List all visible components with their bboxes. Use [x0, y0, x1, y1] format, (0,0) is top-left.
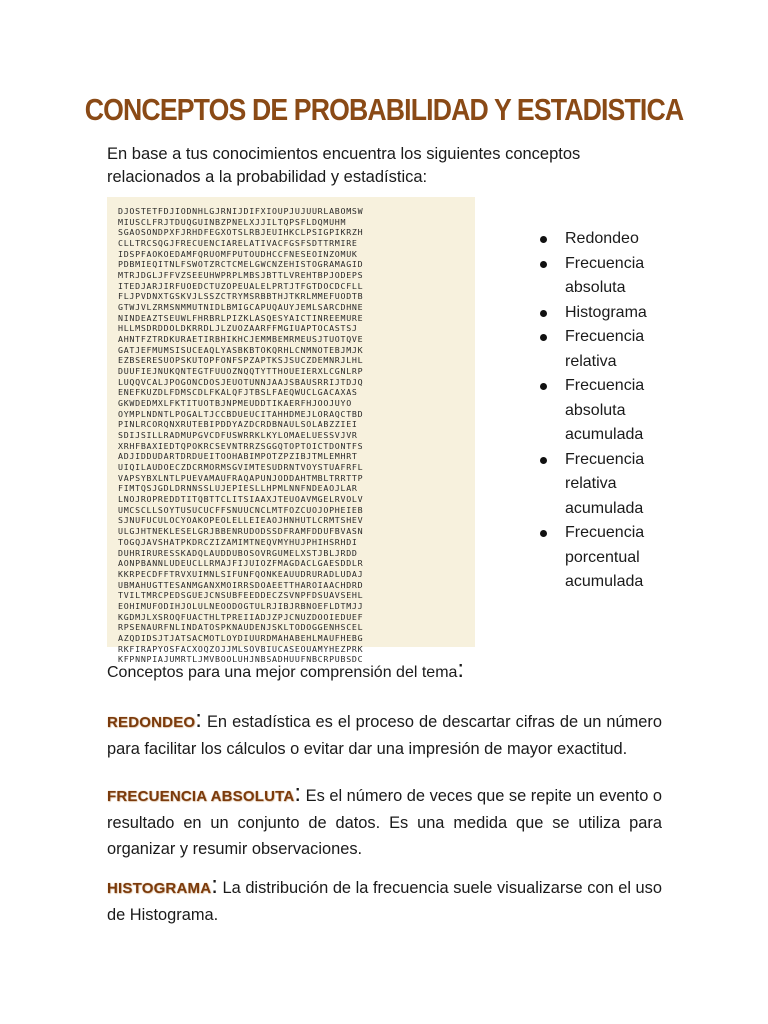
- puzzle-row: OYMPLNDNTLPOGALTJCCBDUEUCITAHHDMEJLORAQCTBD: [118, 408, 364, 419]
- definition-histograma: [107, 872, 662, 928]
- puzzle-row: GKWDEDMXLFKTITUOTBJNPMEUDDTIKAERFHJOOJUYO: [118, 398, 352, 409]
- concept-item: [540, 252, 680, 301]
- concept-label: Frecuencia relativa: [565, 328, 645, 370]
- puzzle-row: ULGJHTNEKLESELGRJBBENRUDODSSDFRAMFDDUFBVASN: [118, 526, 364, 537]
- puzzle-row: MIUSCLFRJTDUQGUINBZPNELXJJILTQPSFLDQMUHM: [118, 216, 347, 227]
- page-title: CONCEPTOS DE PROBABILIDAD Y ESTADISTICA: [84, 92, 684, 127]
- puzzle-row: AHNTFZTRDKURAETIRBHIKHCJEMMBEMRMEUSJTUOTQVE: [118, 334, 364, 345]
- concept-label: Frecuencia absoluta acumulada: [565, 377, 645, 443]
- puzzle-row: HLLMSDRDDOLDKRRDLJLZUOZAARFFMGIUAPTOCASTSJ: [118, 323, 358, 334]
- puzzle-row: VAPSYBXLNTLPUEVAMAUFRAQAPUNJODDAHTMBLTRRTTP: [118, 472, 364, 483]
- puzzle-row: UBMAHUGTTESANMGANXMOIRRSDOAEETTHAROIAACHDRD: [118, 579, 364, 590]
- puzzle-row: AONPBANNLUDEUCLLRMAJFIJUIOZFMAGDACLGAESDDLR: [118, 558, 364, 569]
- puzzle-row: FIMTQSJGDLDRNNSSLUJEPIESLLHPMLNNFNDEAOJLAR: [118, 483, 358, 494]
- bullet-icon: [540, 236, 547, 243]
- puzzle-row: MTRJDGLJFFVZSEEUHWPRPLMBSJBTTLVREHTBPJODEPS: [118, 270, 364, 281]
- subheading-colon: :: [457, 656, 465, 683]
- definition-text: Es el número de veces que se repite un evento o resultado en un conjunto de datos. Es una medida que se utiliza para organizar y resumir observaciones.: [107, 787, 662, 858]
- puzzle-row: FLJPVDNXTGSKVJLSSZCTRYMSRBBTHJTKRLMMEFUODTB: [118, 291, 364, 302]
- definition-term: HISTOGRAMA: [107, 880, 212, 897]
- puzzle-row: ITEDJARJIRFUOEDCTUZOPEUALELPRTJTFGTDOCDCFLL: [118, 280, 364, 291]
- puzzle-row: LUQQVCALJPOGONCDOSJEUOTUNNJAAJSBAUSRRIJTDJQ: [118, 376, 364, 387]
- bullet-icon: [540, 383, 547, 390]
- concept-item: [540, 448, 680, 522]
- bullet-icon: [540, 457, 547, 464]
- definition-text: La distribución de la frecuencia suele visualizarse con el uso de Histograma.: [107, 879, 662, 924]
- concept-item: [540, 521, 680, 595]
- concept-label: Redondeo: [565, 230, 639, 247]
- puzzle-row: PDBMIEQITNLFSWOTZRCTCMELGWCNZEHISTOGRAMAGID: [118, 259, 364, 270]
- puzzle-row: TVILTMRCPEDSGUEJCNSUBFEEDDECZSVNPFDSUAVSEHL: [118, 590, 364, 601]
- puzzle-row: UIQILAUDOECZDCRMORMSGVIMTESUDRNTVOYSTUAFRFL: [118, 462, 364, 473]
- definition-redondeo: [107, 706, 662, 762]
- puzzle-row: ENEFKUZDLFDMSCDLFKALQFJTBSLFAEQWUCLGACAXAS: [118, 387, 358, 398]
- concept-label: Histograma: [565, 303, 647, 321]
- concept-label: Frecuencia porcentual acumulada: [565, 524, 645, 590]
- intro-paragraph: En base a tus conocimientos encuentra los siguientes conceptos relacionados a la probabilidad y estadística:: [107, 145, 581, 186]
- puzzle-row: TOGQJAVSHATPKDRCZIZAMIMTNEQVMYHUJPHIHSRHDI: [118, 536, 358, 547]
- puzzle-row: SJNUFUCULOCYOAKOPEOLELLEIEAOJHNHUTLCRMTSHEV: [118, 515, 364, 526]
- concept-item: [540, 301, 680, 326]
- puzzle-row: DUUFIEJNUKQNTEGTFUUOZNQQTYTTHOUEIERXLCGNLRP: [118, 366, 364, 377]
- word-search-puzzle: [107, 197, 475, 665]
- puzzle-row: IDSPFAOKOEDAMFQRUOMFPUTOUDHCCFNESEOINZOMUK: [118, 248, 358, 259]
- puzzle-row: PINLRCORQNXRUTEBIPDDYAZDCRDBNAULSOLABZZIEI: [118, 419, 358, 430]
- puzzle-row: AZQDIDSJTJATSACMOTLOYDIUURDMAHABEHLMAUFHEBG: [118, 632, 364, 643]
- bullet-icon: [540, 334, 547, 341]
- puzzle-row: ADJIDDUDARTDRDUEITOOHABIMPOTZPZIBJTMLEMHRT: [118, 451, 358, 462]
- puzzle-row: KKRPECDFFTRVXUIMNLSIFUNFQONKEAUUDRURADLUDAJ: [118, 568, 364, 579]
- bullet-icon: [540, 530, 547, 537]
- puzzle-row: RPSENAURFNLINDATOSPKNAUDENJSKLTODOGGENHSCEL: [118, 622, 364, 633]
- term-colon: :: [211, 872, 218, 899]
- puzzle-row: UMCSCLLSOYTUSUCUCFFSNUUCNCLMTFOZCUOJOPHEIEB: [118, 504, 364, 515]
- concept-label: Frecuencia relativa acumulada: [565, 450, 645, 517]
- puzzle-row: GTWJVLZRMSNMMUTNIDLBMIGCAPUQAUYJEMLSARCDHNE: [118, 302, 364, 313]
- definition-term: REDONDEO: [107, 714, 196, 731]
- concept-item: [540, 227, 680, 252]
- definition-frecuencia-absoluta: [107, 780, 662, 862]
- subheading-text: Conceptos para una mejor comprensión del tema: [107, 664, 458, 681]
- term-colon: :: [294, 780, 302, 807]
- puzzle-row: XRHFBAXIEDTQPOKRCSEVNTRRZSGGQTOPTOICTDONTFS: [118, 440, 364, 451]
- puzzle-row: LNOJROPREDDTITQBTTCLITSIAAXJTEUOAVMGELRVOLV: [118, 494, 364, 505]
- puzzle-row: DJOSTETFDJIODNHLGJRNIJDIFXIOUPJUJUURLABOMSW: [118, 206, 364, 216]
- definition-text: En estadística es el proceso de descartar cifras de un número para facilitar los cálculos o evitar dar una impresión de mayor exactitud.: [107, 713, 662, 758]
- puzzle-row: DUHRIRURESSKADQLAUDDUBOSOVRGUMELXSTJBLJRDD: [118, 547, 358, 558]
- puzzle-row: KGDMJLXSROQFUACTHLTPREIIADJZPJCNUZDOOIEDUEF: [118, 611, 364, 622]
- puzzle-row: RKFIRAPYOSFACXOQZOJJMLSOVBIUCASEOUAMYHEZPRK: [118, 643, 364, 654]
- puzzle-row: SDIJSILLRADMUPGVCDFUSWRRKLKYLOMAELUESSVJVR: [118, 430, 358, 441]
- puzzle-row: SGAOSONDPXFJRHDFEGXOTSLRBJEUIHKCLPSIGPIKRZH: [118, 227, 364, 238]
- puzzle-row: KFPNNPIAJUMRTLJMVBOOLUHJNBSADHUUFNBCRPUBSDC: [118, 654, 364, 665]
- puzzle-row: GATJEFMUMSISUCEAQLYASBKBTOKQRHLCNMNOTEBJMJK: [118, 344, 364, 355]
- concept-list: [540, 227, 740, 595]
- concept-label: Frecuencia absoluta: [565, 254, 645, 296]
- bullet-icon: [540, 310, 547, 317]
- concept-item: [540, 374, 680, 448]
- puzzle-row: CLLTRCSQGJFRECUENCIARELATIVACFGSFSDTTRMIRE: [118, 238, 358, 249]
- puzzle-row: EZBSERESUOPSKUTOPFONFSPZAPTKSJSUCZDEMNRJLHL: [118, 355, 364, 366]
- definition-term: FRECUENCIA ABSOLUTA: [107, 788, 295, 805]
- puzzle-row: EOHIMUFODIHJOLULNEOODOGTULRJIBJRBNOEFLDTMJJ: [118, 600, 364, 611]
- concept-item: [540, 325, 680, 374]
- bullet-icon: [540, 261, 547, 268]
- puzzle-row: NINDEAZTSEUWLFHRBRLPIZKLASQESYAICTINREEMURE: [118, 312, 364, 323]
- term-colon: :: [195, 706, 202, 733]
